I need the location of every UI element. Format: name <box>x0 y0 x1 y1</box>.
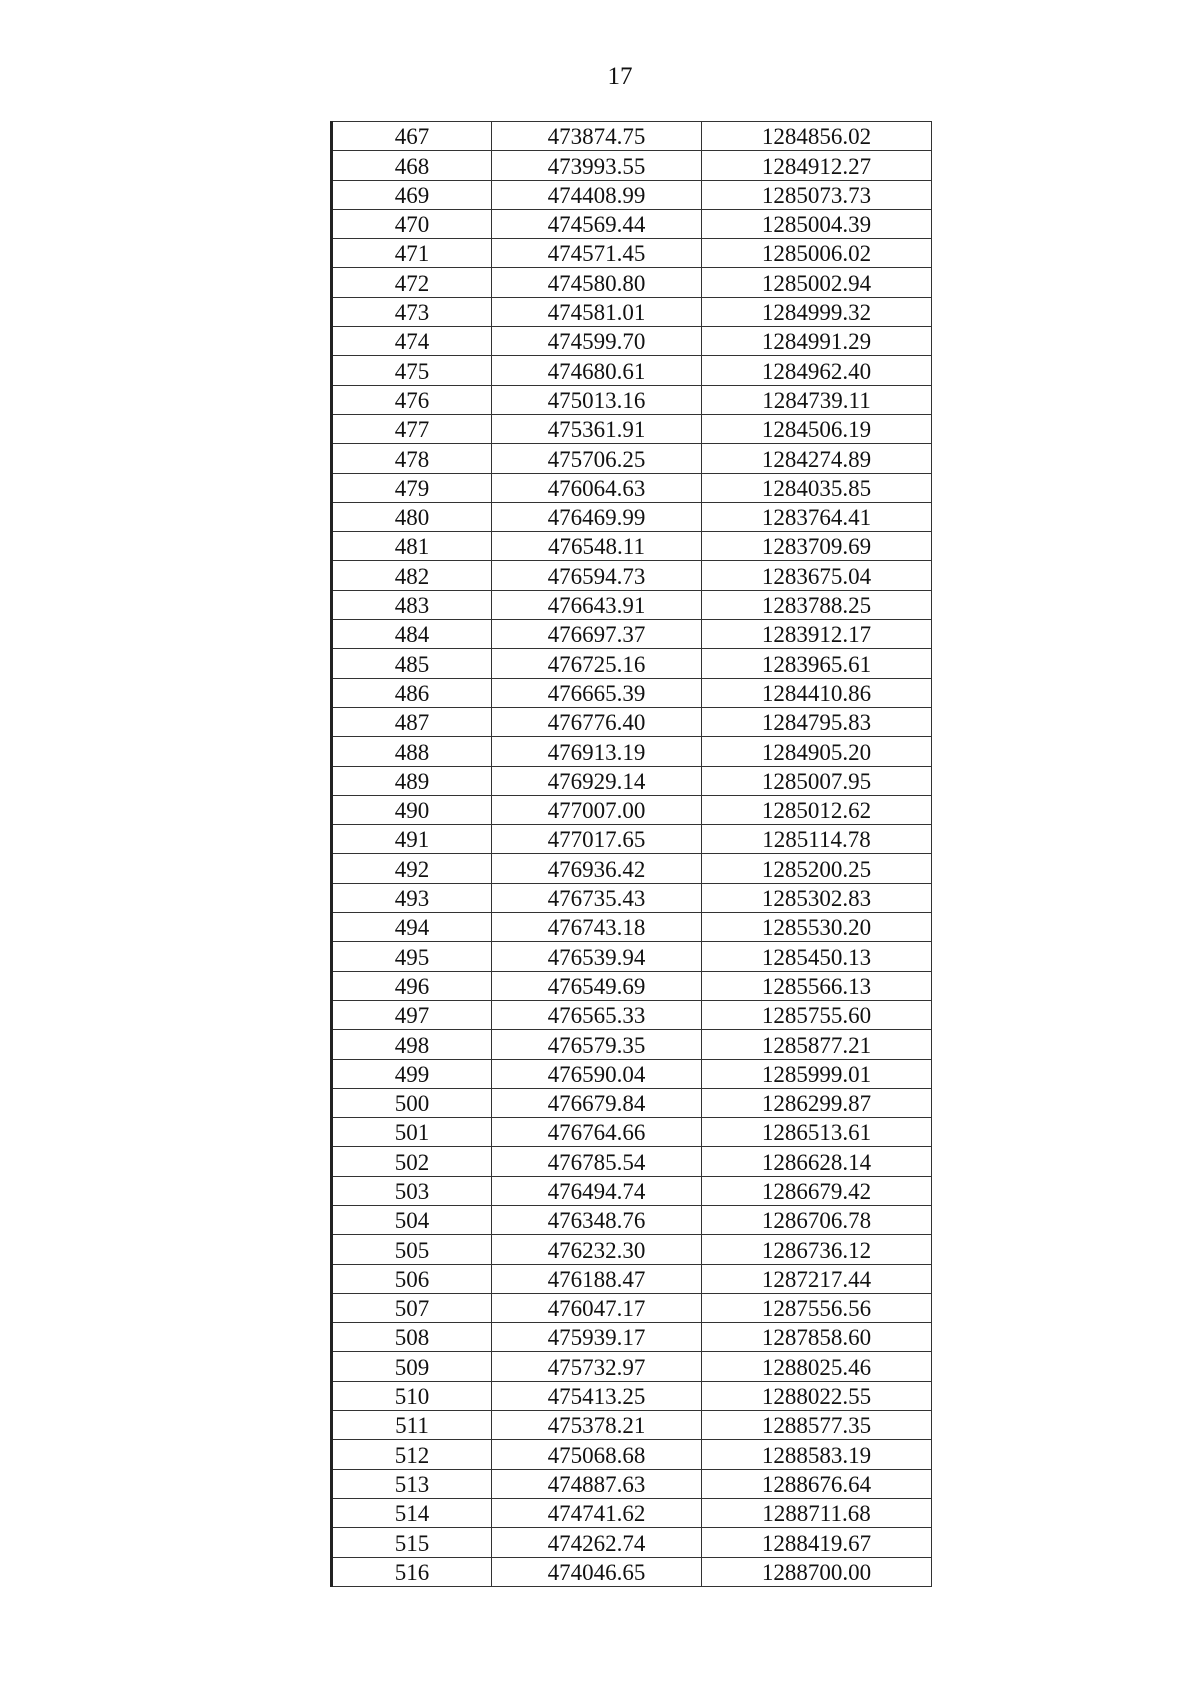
y-coordinate-cell: 1288022.55 <box>702 1381 932 1410</box>
table-row <box>332 1411 932 1440</box>
table-row <box>332 1118 932 1147</box>
point-number-cell: 502 <box>332 1147 492 1176</box>
y-coordinate-cell: 1285566.13 <box>702 971 932 1000</box>
table-row <box>332 209 932 238</box>
table-row <box>332 825 932 854</box>
y-coordinate-cell: 1287556.56 <box>702 1293 932 1322</box>
y-coordinate-cell: 1288025.46 <box>702 1352 932 1381</box>
point-number-cell: 487 <box>332 707 492 736</box>
x-coordinate-cell: 475361.91 <box>492 414 702 443</box>
y-coordinate-cell: 1285200.25 <box>702 854 932 883</box>
point-number-cell: 495 <box>332 942 492 971</box>
x-coordinate-cell: 476494.74 <box>492 1176 702 1205</box>
x-coordinate-cell: 476776.40 <box>492 707 702 736</box>
x-coordinate-cell: 474408.99 <box>492 180 702 209</box>
y-coordinate-cell: 1283709.69 <box>702 532 932 561</box>
x-coordinate-cell: 476697.37 <box>492 620 702 649</box>
table-row <box>332 122 932 151</box>
y-coordinate-cell: 1285302.83 <box>702 883 932 912</box>
point-number-cell: 480 <box>332 502 492 531</box>
table-row <box>332 327 932 356</box>
table-row <box>332 1498 932 1527</box>
point-number-cell: 516 <box>332 1557 492 1586</box>
x-coordinate-cell: 474581.01 <box>492 297 702 326</box>
x-coordinate-cell: 476594.73 <box>492 561 702 590</box>
point-number-cell: 505 <box>332 1235 492 1264</box>
point-number-cell: 479 <box>332 473 492 502</box>
x-coordinate-cell: 475068.68 <box>492 1440 702 1469</box>
table-row <box>332 561 932 590</box>
table-row <box>332 151 932 180</box>
table-row <box>332 239 932 268</box>
table-row <box>332 707 932 736</box>
x-coordinate-cell: 476679.84 <box>492 1088 702 1117</box>
x-coordinate-cell: 474680.61 <box>492 356 702 385</box>
y-coordinate-cell: 1286736.12 <box>702 1235 932 1264</box>
x-coordinate-cell: 476590.04 <box>492 1059 702 1088</box>
x-coordinate-cell: 474569.44 <box>492 209 702 238</box>
y-coordinate-cell: 1285006.02 <box>702 239 932 268</box>
point-number-cell: 513 <box>332 1469 492 1498</box>
y-coordinate-cell: 1285877.21 <box>702 1030 932 1059</box>
point-number-cell: 470 <box>332 209 492 238</box>
x-coordinate-cell: 474887.63 <box>492 1469 702 1498</box>
y-coordinate-cell: 1284912.27 <box>702 151 932 180</box>
x-coordinate-cell: 476539.94 <box>492 942 702 971</box>
x-coordinate-cell: 474599.70 <box>492 327 702 356</box>
x-coordinate-cell: 474046.65 <box>492 1557 702 1586</box>
x-coordinate-cell: 475413.25 <box>492 1381 702 1410</box>
point-number-cell: 476 <box>332 385 492 414</box>
x-coordinate-cell: 476565.33 <box>492 1000 702 1029</box>
x-coordinate-cell: 475706.25 <box>492 444 702 473</box>
point-number-cell: 496 <box>332 971 492 1000</box>
table-row <box>332 414 932 443</box>
x-coordinate-cell: 475013.16 <box>492 385 702 414</box>
y-coordinate-cell: 1288583.19 <box>702 1440 932 1469</box>
point-number-cell: 467 <box>332 122 492 151</box>
x-coordinate-cell: 474571.45 <box>492 239 702 268</box>
point-number-cell: 468 <box>332 151 492 180</box>
table-row <box>332 620 932 649</box>
x-coordinate-cell: 475732.97 <box>492 1352 702 1381</box>
x-coordinate-cell: 476929.14 <box>492 766 702 795</box>
y-coordinate-cell: 1286679.42 <box>702 1176 932 1205</box>
y-coordinate-cell: 1285450.13 <box>702 942 932 971</box>
point-number-cell: 493 <box>332 883 492 912</box>
x-coordinate-cell: 476643.91 <box>492 590 702 619</box>
point-number-cell: 515 <box>332 1528 492 1557</box>
x-coordinate-cell: 476188.47 <box>492 1264 702 1293</box>
point-number-cell: 500 <box>332 1088 492 1117</box>
point-number-cell: 506 <box>332 1264 492 1293</box>
x-coordinate-cell: 476549.69 <box>492 971 702 1000</box>
x-coordinate-cell: 474741.62 <box>492 1498 702 1527</box>
y-coordinate-cell: 1284274.89 <box>702 444 932 473</box>
point-number-cell: 472 <box>332 268 492 297</box>
point-number-cell: 484 <box>332 620 492 649</box>
table-row <box>332 1264 932 1293</box>
point-number-cell: 482 <box>332 561 492 590</box>
x-coordinate-cell: 476579.35 <box>492 1030 702 1059</box>
y-coordinate-cell: 1288700.00 <box>702 1557 932 1586</box>
point-number-cell: 499 <box>332 1059 492 1088</box>
table-row <box>332 1059 932 1088</box>
x-coordinate-cell: 475378.21 <box>492 1411 702 1440</box>
table-row <box>332 854 932 883</box>
y-coordinate-cell: 1283764.41 <box>702 502 932 531</box>
table-row <box>332 766 932 795</box>
point-number-cell: 471 <box>332 239 492 268</box>
y-coordinate-cell: 1285530.20 <box>702 913 932 942</box>
y-coordinate-cell: 1286628.14 <box>702 1147 932 1176</box>
x-coordinate-cell: 476665.39 <box>492 678 702 707</box>
y-coordinate-cell: 1285073.73 <box>702 180 932 209</box>
point-number-cell: 501 <box>332 1118 492 1147</box>
table-row <box>332 678 932 707</box>
y-coordinate-cell: 1283965.61 <box>702 649 932 678</box>
table-row <box>332 1469 932 1498</box>
table-row <box>332 1176 932 1205</box>
table-row <box>332 1030 932 1059</box>
table-row <box>332 1381 932 1410</box>
point-number-cell: 483 <box>332 590 492 619</box>
table-row <box>332 1293 932 1322</box>
y-coordinate-cell: 1284795.83 <box>702 707 932 736</box>
table-row <box>332 1235 932 1264</box>
y-coordinate-cell: 1288577.35 <box>702 1411 932 1440</box>
x-coordinate-cell: 476725.16 <box>492 649 702 678</box>
point-number-cell: 492 <box>332 854 492 883</box>
y-coordinate-cell: 1288676.64 <box>702 1469 932 1498</box>
x-coordinate-cell: 476743.18 <box>492 913 702 942</box>
x-coordinate-cell: 476785.54 <box>492 1147 702 1176</box>
y-coordinate-cell: 1284506.19 <box>702 414 932 443</box>
table-row <box>332 795 932 824</box>
point-number-cell: 497 <box>332 1000 492 1029</box>
x-coordinate-cell: 476764.66 <box>492 1118 702 1147</box>
y-coordinate-cell: 1285114.78 <box>702 825 932 854</box>
point-number-cell: 469 <box>332 180 492 209</box>
point-number-cell: 508 <box>332 1323 492 1352</box>
table-row <box>332 444 932 473</box>
y-coordinate-cell: 1288711.68 <box>702 1498 932 1527</box>
y-coordinate-cell: 1284856.02 <box>702 122 932 151</box>
point-number-cell: 478 <box>332 444 492 473</box>
x-coordinate-cell: 476232.30 <box>492 1235 702 1264</box>
x-coordinate-cell: 477017.65 <box>492 825 702 854</box>
x-coordinate-cell: 476936.42 <box>492 854 702 883</box>
y-coordinate-cell: 1285755.60 <box>702 1000 932 1029</box>
point-number-cell: 488 <box>332 737 492 766</box>
y-coordinate-cell: 1285012.62 <box>702 795 932 824</box>
coordinates-table <box>330 121 932 1587</box>
point-number-cell: 503 <box>332 1176 492 1205</box>
table-row <box>332 1557 932 1586</box>
table-row <box>332 502 932 531</box>
y-coordinate-cell: 1284035.85 <box>702 473 932 502</box>
x-coordinate-cell: 476735.43 <box>492 883 702 912</box>
y-coordinate-cell: 1287217.44 <box>702 1264 932 1293</box>
point-number-cell: 504 <box>332 1205 492 1234</box>
y-coordinate-cell: 1286299.87 <box>702 1088 932 1117</box>
x-coordinate-cell: 475939.17 <box>492 1323 702 1352</box>
table-row <box>332 268 932 297</box>
y-coordinate-cell: 1285999.01 <box>702 1059 932 1088</box>
x-coordinate-cell: 473993.55 <box>492 151 702 180</box>
point-number-cell: 486 <box>332 678 492 707</box>
y-coordinate-cell: 1287858.60 <box>702 1323 932 1352</box>
y-coordinate-cell: 1284999.32 <box>702 297 932 326</box>
table-body <box>332 122 932 1587</box>
y-coordinate-cell: 1285002.94 <box>702 268 932 297</box>
point-number-cell: 514 <box>332 1498 492 1527</box>
table-row <box>332 1147 932 1176</box>
x-coordinate-cell: 476047.17 <box>492 1293 702 1322</box>
table-row <box>332 1528 932 1557</box>
point-number-cell: 498 <box>332 1030 492 1059</box>
y-coordinate-cell: 1284905.20 <box>702 737 932 766</box>
x-coordinate-cell: 476469.99 <box>492 502 702 531</box>
point-number-cell: 510 <box>332 1381 492 1410</box>
table-row <box>332 1440 932 1469</box>
point-number-cell: 473 <box>332 297 492 326</box>
table-row <box>332 942 932 971</box>
y-coordinate-cell: 1284962.40 <box>702 356 932 385</box>
table-row <box>332 913 932 942</box>
point-number-cell: 509 <box>332 1352 492 1381</box>
point-number-cell: 481 <box>332 532 492 561</box>
point-number-cell: 474 <box>332 327 492 356</box>
table-row <box>332 1352 932 1381</box>
point-number-cell: 485 <box>332 649 492 678</box>
point-number-cell: 491 <box>332 825 492 854</box>
table-row <box>332 737 932 766</box>
table-row <box>332 1088 932 1117</box>
y-coordinate-cell: 1284739.11 <box>702 385 932 414</box>
point-number-cell: 494 <box>332 913 492 942</box>
table-row <box>332 297 932 326</box>
x-coordinate-cell: 477007.00 <box>492 795 702 824</box>
table-row <box>332 590 932 619</box>
table-row <box>332 1000 932 1029</box>
point-number-cell: 512 <box>332 1440 492 1469</box>
table-row <box>332 883 932 912</box>
table-row <box>332 473 932 502</box>
point-number-cell: 475 <box>332 356 492 385</box>
y-coordinate-cell: 1284991.29 <box>702 327 932 356</box>
table-row <box>332 356 932 385</box>
table-row <box>332 971 932 1000</box>
y-coordinate-cell: 1283788.25 <box>702 590 932 619</box>
point-number-cell: 477 <box>332 414 492 443</box>
x-coordinate-cell: 476548.11 <box>492 532 702 561</box>
table-row <box>332 1205 932 1234</box>
table-row <box>332 385 932 414</box>
x-coordinate-cell: 474262.74 <box>492 1528 702 1557</box>
y-coordinate-cell: 1288419.67 <box>702 1528 932 1557</box>
x-coordinate-cell: 474580.80 <box>492 268 702 297</box>
y-coordinate-cell: 1283675.04 <box>702 561 932 590</box>
table-row <box>332 532 932 561</box>
table-row <box>332 1323 932 1352</box>
y-coordinate-cell: 1286706.78 <box>702 1205 932 1234</box>
point-number-cell: 489 <box>332 766 492 795</box>
y-coordinate-cell: 1285007.95 <box>702 766 932 795</box>
point-number-cell: 511 <box>332 1411 492 1440</box>
point-number-cell: 490 <box>332 795 492 824</box>
y-coordinate-cell: 1284410.86 <box>702 678 932 707</box>
y-coordinate-cell: 1283912.17 <box>702 620 932 649</box>
table-row <box>332 649 932 678</box>
x-coordinate-cell: 476348.76 <box>492 1205 702 1234</box>
page-number: 17 <box>607 63 633 90</box>
y-coordinate-cell: 1285004.39 <box>702 209 932 238</box>
table-row <box>332 180 932 209</box>
x-coordinate-cell: 473874.75 <box>492 122 702 151</box>
point-number-cell: 507 <box>332 1293 492 1322</box>
y-coordinate-cell: 1286513.61 <box>702 1118 932 1147</box>
x-coordinate-cell: 476913.19 <box>492 737 702 766</box>
x-coordinate-cell: 476064.63 <box>492 473 702 502</box>
